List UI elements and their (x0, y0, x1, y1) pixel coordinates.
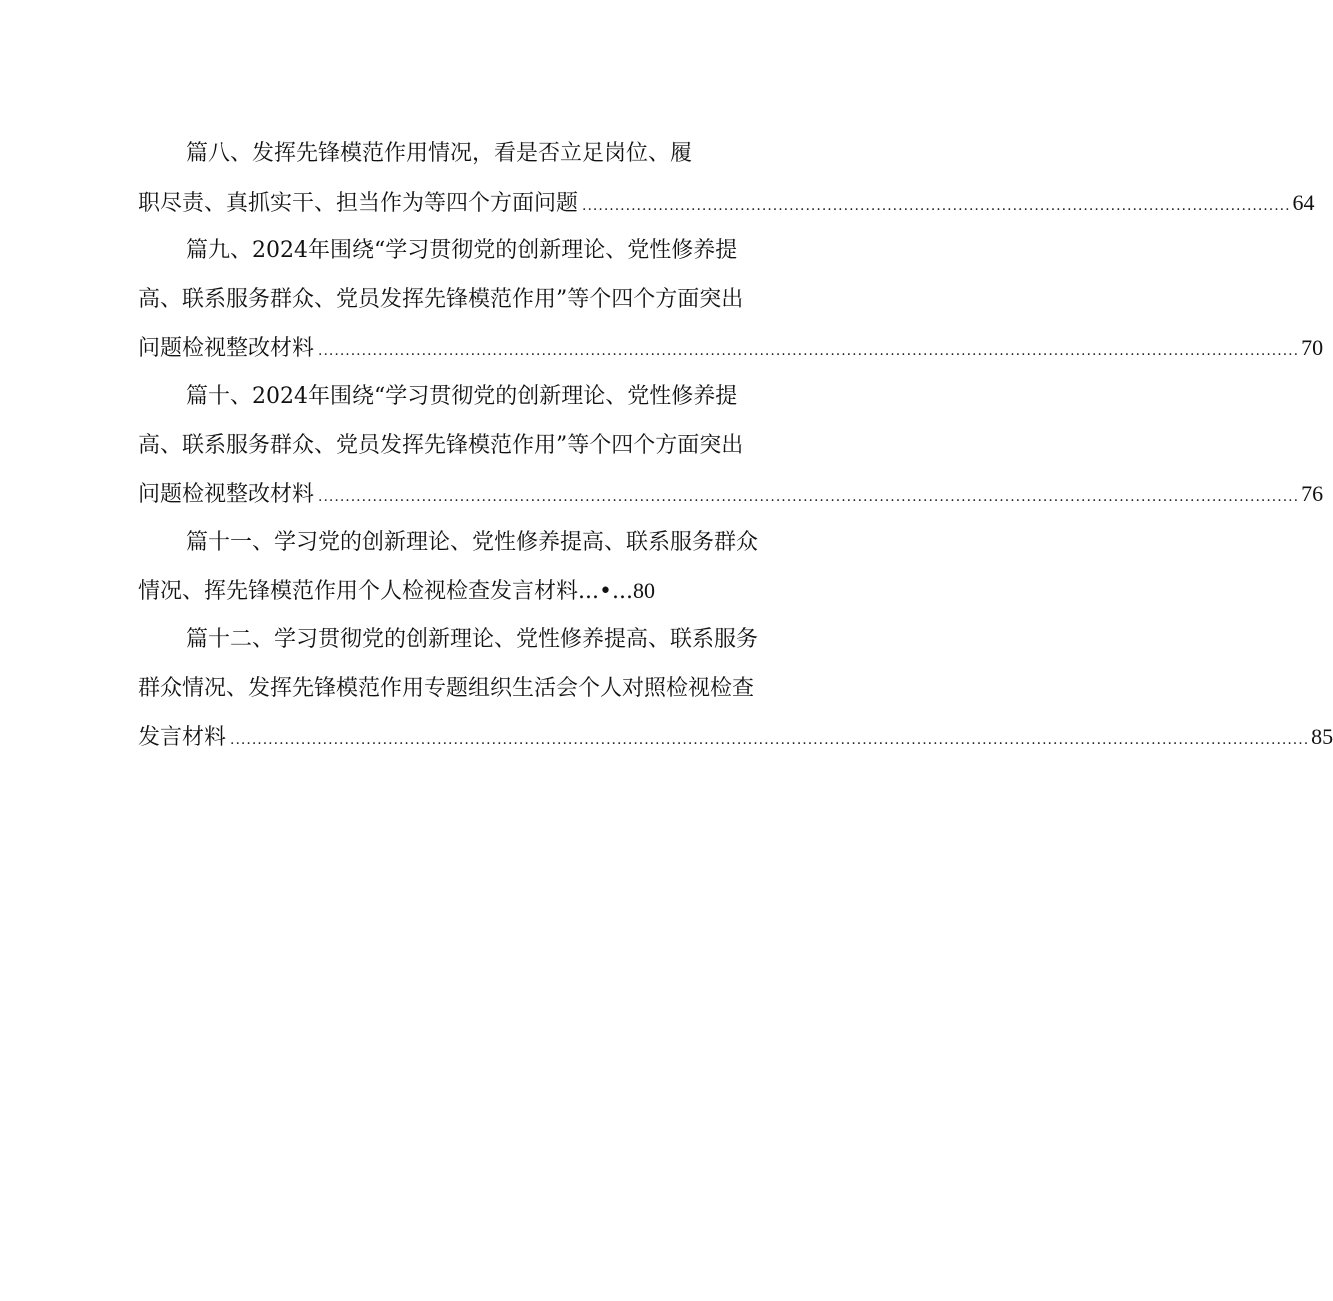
toc-entry-last-line (138, 713, 1333, 762)
dot-leader: ...•... (578, 579, 633, 605)
toc-entry-last-line (138, 567, 676, 616)
toc-entry-text: 高、联系服务群众、党员发挥先锋模范作用”等个四个方面突出 (138, 432, 744, 458)
toc-entry-text: 职尽责、真抓实干、担当作为等四个方面问题 (138, 190, 579, 216)
dot-leader: ...................................................................................................................................................................................................... (230, 732, 1310, 749)
toc-entry-text: 篇八、发挥先锋模范作用情况，看是否立足岗位、履 (186, 141, 693, 166)
toc-entry-last-line (138, 324, 1324, 373)
dot-leader: .................................................................................................................................................................................... (318, 489, 1300, 506)
toc-page-number: 85 (1311, 724, 1333, 750)
dot-leader: .................................................................................................................................................................................... (318, 343, 1300, 360)
toc-entry-text: 篇十、2024年围绕“学习贯彻党的创新理论、党性修养提 (186, 383, 738, 409)
toc-entry-last-line (138, 179, 1315, 228)
toc-entry-11[interactable] (138, 519, 786, 616)
table-of-contents (138, 130, 1333, 762)
toc-entry-12[interactable] (138, 616, 1333, 762)
toc-entry-text: 篇十一、学习党的创新理论、党性修养提高、联系服务群众 (186, 529, 759, 555)
toc-entry-text: 问题检视整改材料 (138, 336, 315, 362)
toc-entry-text: 情况、挥先锋模范作用个人检视检查发言材料 (138, 579, 579, 605)
toc-entry-text: 发言材料 (138, 725, 227, 751)
dot-leader: .................................................................................................................................. (582, 197, 1291, 214)
toc-entry-8[interactable] (138, 130, 1315, 227)
toc-page-number: 76 (1301, 481, 1324, 507)
toc-entry-text: 问题检视整改材料 (138, 482, 315, 508)
toc-page-number: 70 (1301, 335, 1324, 361)
toc-page-number: 80 (632, 578, 655, 604)
toc-entry-text: 高、联系服务群众、党员发挥先锋模范作用”等个四个方面突出 (138, 286, 744, 312)
toc-entry-9[interactable] (138, 227, 1324, 373)
toc-entry-text: 群众情况、发挥先锋模范作用专题组织生活会个人对照检视检查 (138, 675, 755, 701)
toc-entry-10[interactable] (138, 373, 1324, 519)
toc-page-number: 64 (1292, 189, 1315, 215)
toc-entry-text: 篇九、2024年围绕“学习贯彻党的创新理论、党性修养提 (186, 238, 738, 264)
toc-entry-last-line (138, 470, 1324, 519)
toc-entry-text: 篇十二、学习贯彻党的创新理论、党性修养提高、联系服务 (186, 626, 759, 652)
